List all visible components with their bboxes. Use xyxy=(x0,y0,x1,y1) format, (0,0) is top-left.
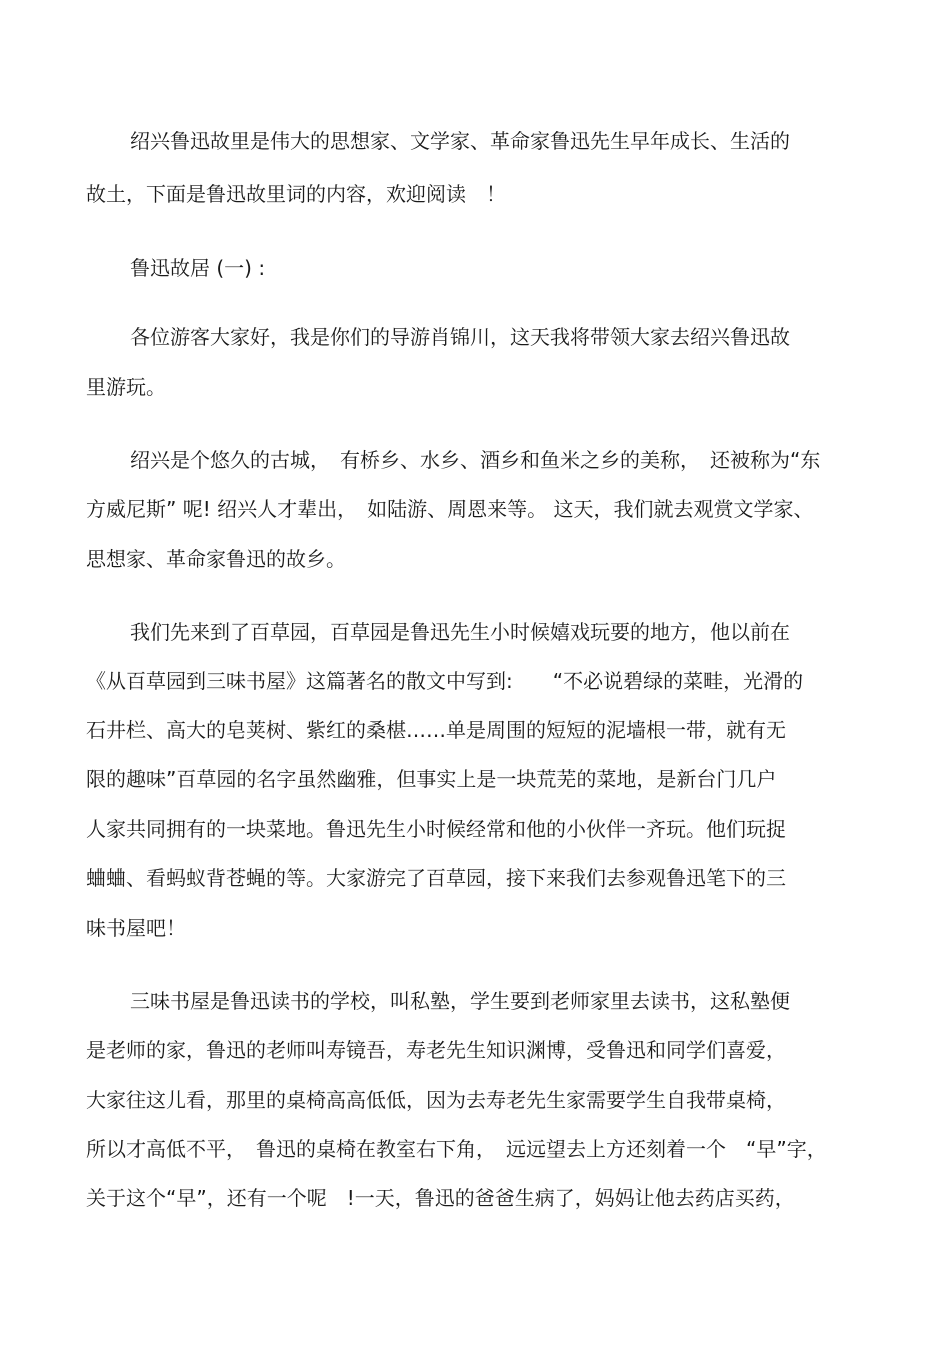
paragraph-line: 所以才高低不平， 鲁迅的桌椅在教室右下角， 远远望去上方还刻着一个 “早”字， xyxy=(86,1137,827,1161)
paragraph-line: 三味书屋是鲁迅读书的学校，叫私塾，学生要到老师家里去读书，这私塾便 xyxy=(130,989,790,1013)
paragraph-line: 我们先来到了百草园，百草园是鲁迅先生小时候嬉戏玩要的地方，他以前在 xyxy=(130,620,790,644)
paragraph-line: 蛐蛐、看蚂蚁背苍蝇的等。大家游完了百草园，接下来我们去参观鲁迅笔下的三 xyxy=(86,866,786,890)
paragraph-line: 绍兴是个悠久的古城， 有桥乡、水乡、酒乡和鱼米之乡的美称， 还被称为“东 xyxy=(130,448,821,472)
paragraph-line: 思想家、革命家鲁迅的故乡。 xyxy=(86,547,346,571)
paragraph-line: 各位游客大家好，我是你们的导游肖锦川，这天我将带领大家去绍兴鲁迅故 xyxy=(130,325,790,349)
paragraph-line: 关于这个“早”，还有一个呢 !一天，鲁迅的爸爸生病了，妈妈让他去药店买药， xyxy=(86,1186,795,1210)
paragraph-line: 味书屋吧！ xyxy=(86,916,186,940)
paragraph-line: 大家往这儿看，那里的桌椅高高低低，因为去寿老先生家需要学生自我带桌椅， xyxy=(86,1088,786,1112)
paragraph-line: 里游玩。 xyxy=(86,375,166,399)
paragraph-line: 人家共同拥有的一块菜地。鲁迅先生小时候经常和他的小伙伴一齐玩。他们玩捉 xyxy=(86,817,786,841)
paragraph-line: 是老师的家，鲁迅的老师叫寿镜吾，寿老先生知识渊博，受鲁迅和同学们喜爱， xyxy=(86,1038,786,1062)
paragraph-line: 《从百草园到三味书屋》这篇著名的散文中写到: “不必说碧绿的菜畦，光滑的 xyxy=(86,669,804,693)
section-heading: 鲁迅故居 (一) : xyxy=(130,256,266,280)
paragraph-line: 故土，下面是鲁迅故里词的内容，欢迎阅读 ！ xyxy=(86,182,506,206)
paragraph-line: 石井栏、高大的皂荚树、紫红的桑椹……单是周围的短短的泥墙根一带，就有无 xyxy=(86,718,786,742)
paragraph-line: 限的趣味”百草园的名字虽然幽雅，但事实上是一块荒芜的菜地，是新台门几户 xyxy=(86,767,777,791)
paragraph-line: 方威尼斯” 呢! 绍兴人才辈出， 如陆游、周恩来等。 这天，我们就去观赏文学家、 xyxy=(86,497,814,521)
paragraph-line: 绍兴鲁迅故里是伟大的思想家、文学家、革命家鲁迅先生早年成长、生活的 xyxy=(130,129,790,153)
